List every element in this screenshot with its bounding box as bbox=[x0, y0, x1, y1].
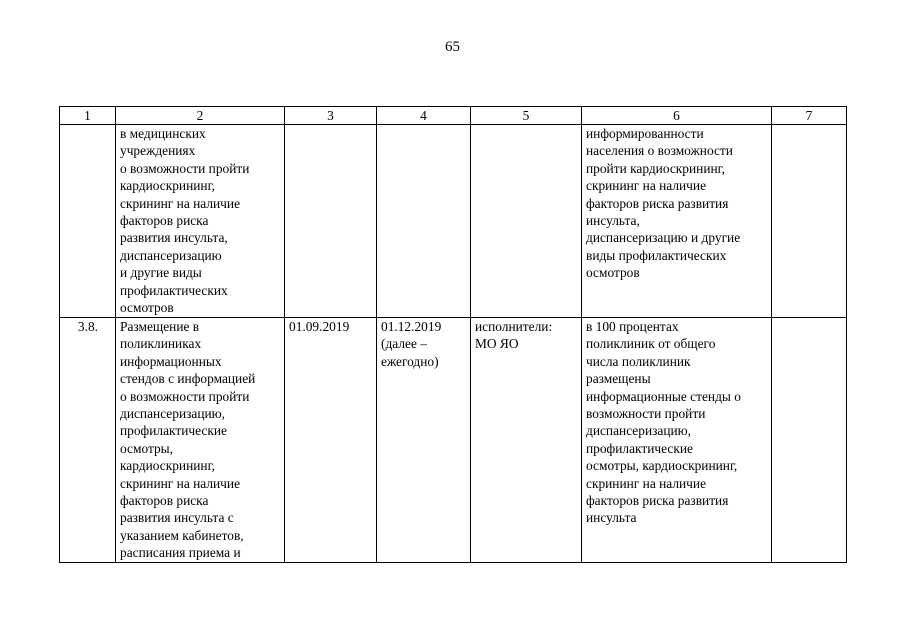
cell-text-line: инсульта, bbox=[586, 213, 640, 229]
measures-table bbox=[59, 106, 847, 563]
cell-text-line: 01.12.2019 bbox=[381, 319, 442, 334]
cell-text-line: МО ЯО bbox=[475, 336, 519, 352]
cell-text-line: указанием кабинетов, bbox=[120, 527, 244, 543]
cell-text-line: пройти кардиоскрининг, bbox=[586, 160, 725, 176]
cell-text-line: скрининг на наличие bbox=[120, 195, 241, 211]
cell-text-line: учреждениях bbox=[120, 143, 196, 159]
cell-text-line: поликлиник от общего bbox=[586, 336, 716, 352]
cell-text-line: о возможности пройти bbox=[120, 388, 250, 404]
row-number-cell bbox=[60, 125, 116, 318]
cell-text-line: профилактических bbox=[120, 282, 228, 298]
col7-cell bbox=[772, 318, 847, 563]
start-date-cell bbox=[285, 125, 377, 318]
cell-text-line: факторов риска развития bbox=[586, 195, 729, 211]
cell-text-line: информационных bbox=[120, 353, 222, 369]
cell-text-line: диспансеризацию и другие bbox=[586, 230, 741, 246]
column-header: 3 bbox=[285, 107, 377, 125]
cell-text-line: кардиоскрининг, bbox=[120, 178, 215, 194]
cell-text-line: профилактические bbox=[120, 423, 227, 439]
cell-text-line: факторов риска bbox=[120, 493, 209, 509]
cell-text-line: 01.09.2019 bbox=[289, 319, 350, 334]
cell-text-line: ежегодно) bbox=[381, 353, 439, 369]
cell-text-line: числа поликлиник bbox=[586, 353, 691, 369]
cell-text-line: исполнители: bbox=[475, 319, 553, 334]
cell-text-line: стендов с информацией bbox=[120, 371, 256, 387]
cell-text-line: диспансеризацию, bbox=[586, 423, 692, 439]
result-cell bbox=[582, 125, 772, 318]
cell-text-line: инсульта bbox=[586, 510, 637, 526]
cell-text-line: факторов риска развития bbox=[586, 493, 729, 509]
cell-text-line: осмотры, кардиоскрининг, bbox=[586, 458, 738, 474]
cell-text-line: информационные стенды о bbox=[586, 388, 741, 404]
cell-text-line: населения о возможности bbox=[586, 143, 733, 159]
cell-text-line: осмотры, bbox=[120, 440, 174, 456]
table-row bbox=[60, 125, 847, 318]
cell-text-line: осмотров bbox=[120, 300, 174, 316]
column-header: 7 bbox=[772, 107, 847, 125]
cell-text-line: развития инсульта, bbox=[120, 230, 228, 246]
cell-text-line: скрининг на наличие bbox=[586, 475, 707, 491]
cell-text-line: Размещение в bbox=[120, 319, 200, 334]
cell-text-line: (далее – bbox=[381, 336, 427, 352]
column-header: 4 bbox=[377, 107, 471, 125]
cell-text-line: скрининг на наличие bbox=[120, 475, 241, 491]
cell-text-line: поликлиниках bbox=[120, 336, 202, 352]
executors-cell bbox=[471, 318, 582, 563]
cell-text-line: диспансеризацию bbox=[120, 247, 222, 263]
description-cell bbox=[116, 318, 285, 563]
column-header: 6 bbox=[582, 107, 772, 125]
cell-text-line: расписания приема и bbox=[120, 545, 241, 561]
result-cell bbox=[582, 318, 772, 563]
row-number-cell: 3.8. bbox=[60, 318, 116, 563]
cell-text-line: в медицинских bbox=[120, 126, 206, 141]
cell-text-line: кардиоскрининг, bbox=[120, 458, 215, 474]
cell-text-line: виды профилактических bbox=[586, 247, 727, 263]
table-header-row bbox=[60, 107, 847, 125]
column-header: 2 bbox=[116, 107, 285, 125]
start-date-cell bbox=[285, 318, 377, 563]
cell-text-line: профилактические bbox=[586, 440, 693, 456]
col7-cell bbox=[772, 125, 847, 318]
table-row bbox=[60, 318, 847, 563]
column-header: 5 bbox=[471, 107, 582, 125]
description-cell bbox=[116, 125, 285, 318]
page-number: 65 bbox=[445, 39, 460, 55]
cell-text-line: возможности пройти bbox=[586, 406, 706, 422]
cell-text-line: осмотров bbox=[586, 265, 640, 281]
cell-text-line: о возможности пройти bbox=[120, 160, 250, 176]
cell-text-line: диспансеризацию, bbox=[120, 406, 226, 422]
cell-text-line: факторов риска bbox=[120, 213, 209, 229]
cell-text-line: в 100 процентах bbox=[586, 319, 679, 334]
cell-text-line: размещены bbox=[586, 371, 651, 387]
cell-text-line: скрининг на наличие bbox=[586, 178, 707, 194]
column-header: 1 bbox=[60, 107, 116, 125]
cell-text-line: и другие виды bbox=[120, 265, 202, 281]
cell-text-line: развития инсульта с bbox=[120, 510, 234, 526]
executors-cell bbox=[471, 125, 582, 318]
end-date-cell bbox=[377, 318, 471, 563]
cell-text-line: информированности bbox=[586, 126, 704, 141]
end-date-cell bbox=[377, 125, 471, 318]
